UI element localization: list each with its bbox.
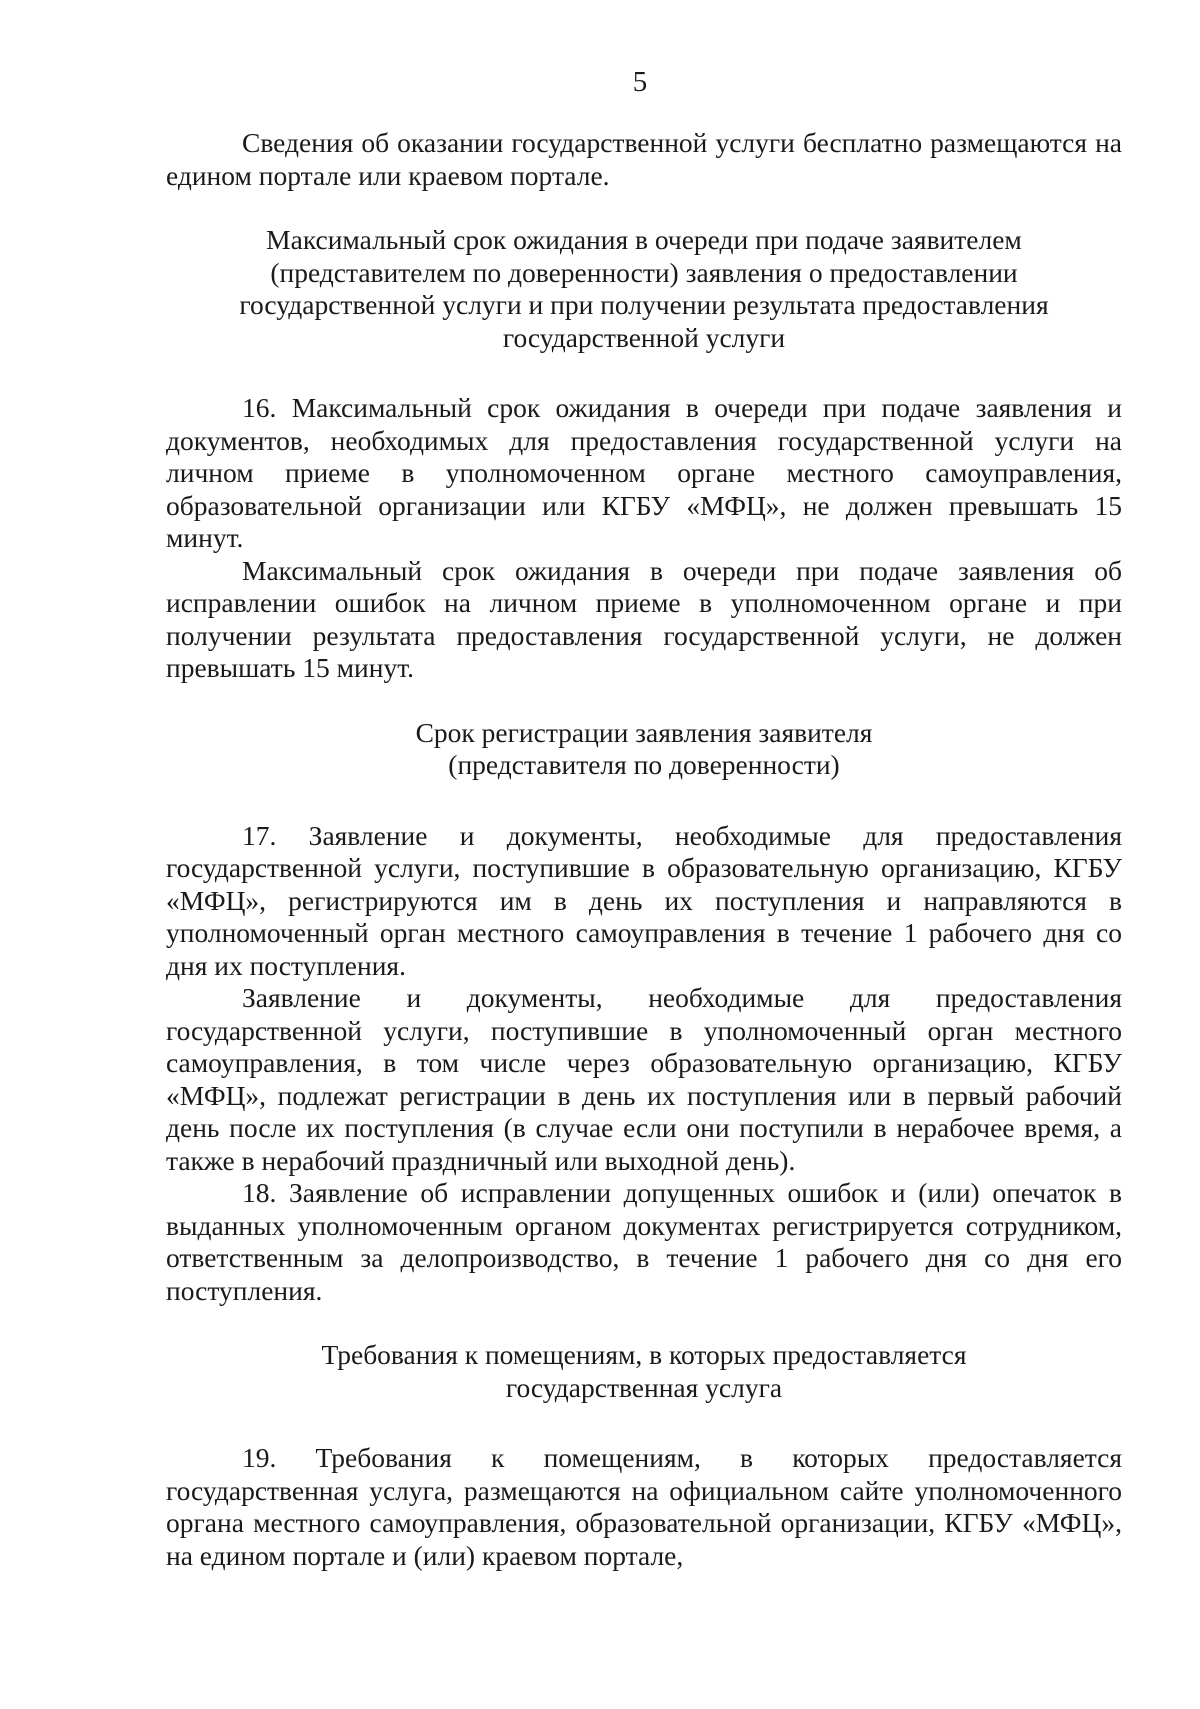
section-heading-registration-term (166, 717, 1122, 782)
section-heading-premises-requirements (166, 1339, 1122, 1404)
paragraph-item-16: 16. Максимальный срок ожидания в очереди при подаче заявления и документов, необходимых для предоставления государственной услуги на личном приеме в уполномоченном органе местного самоуправления, образовательной организации или КГБУ «МФЦ», не должен превышать 15 минут. (166, 392, 1122, 553)
paragraph-item-19: 19. Требования к помещениям, в которых предоставляется государственная услуга, размещаются на официальном сайте уполномоченного органа местного самоуправления, образовательной организации, КГБУ «МФЦ», на едином портале и (или) краевом портале, (166, 1442, 1122, 1571)
paragraph-item-17: 17. Заявление и документы, необходимые для предоставления государственной услуги, поступившие в образовательную организацию, КГБУ «МФЦ», регистрируются им в день их поступления и направляются в уполномоченный орган местного самоуправления в течение 1 рабочего дня со дня их поступления. (166, 819, 1122, 981)
paragraph-item-18: 18. Заявление об исправлении допущенных ошибок и (или) опечаток в выданных уполномоченным органом документах регистрируется сотрудником, ответственным за делопроизводство, в течение 1 рабочего дня со дня его поступления. (166, 1177, 1122, 1306)
heading-line: Срок регистрации заявления заявителя (415, 716, 873, 748)
heading-line: государственная услуга (505, 1371, 783, 1403)
paragraph-item-16-cont: Максимальный срок ожидания в очереди при подаче заявления об исправлении ошибок на личном приеме в уполномоченном органе и при получении результата предоставления государственной услуги, не должен превышать 15 минут. (166, 554, 1122, 683)
heading-line: (представителя по доверенности) (448, 749, 840, 780)
section-heading-waiting-time (166, 224, 1122, 354)
page-number: 5 (632, 66, 648, 98)
heading-line: Максимальный срок ожидания в очереди при подаче заявителем (266, 224, 1022, 255)
document-body (166, 127, 1122, 1572)
heading-line: (представителем по доверенности) заявления о предоставлении (270, 256, 1018, 288)
paragraph-free-info: Сведения об оказании государственной услуги бесплатно размещаются на едином портале или краевом портале. (166, 127, 1122, 191)
paragraph-item-17-cont: Заявление и документы, необходимые для предоставления государственной услуги, поступившие в уполномоченный орган местного самоуправления, в том числе через образовательную организацию, КГБУ «МФЦ», подлежат регистрации в день их поступления или в первый рабочий день после их поступления (в случае если они поступили в нерабочее время, а также в нерабочий праздничный или выходной день). (166, 982, 1122, 1176)
heading-line: Требования к помещениям, в которых предоставляется (321, 1339, 967, 1370)
heading-line: государственной услуги (502, 321, 786, 353)
heading-line: государственной услуги и при получении результата предоставления (239, 289, 1049, 320)
